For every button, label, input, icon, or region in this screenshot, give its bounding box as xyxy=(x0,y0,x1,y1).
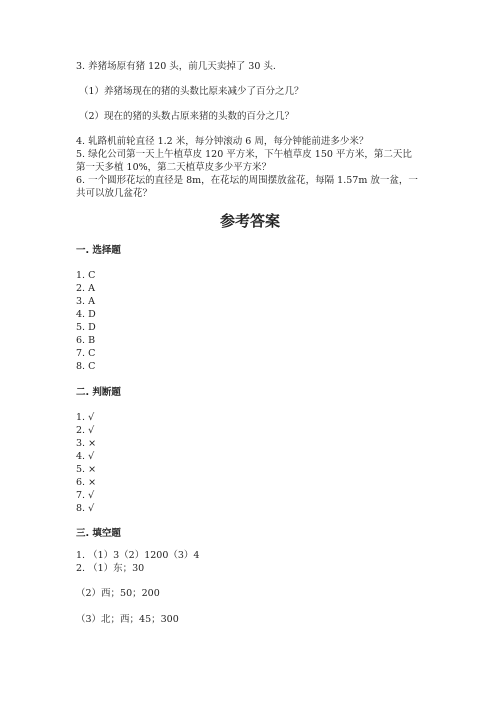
list-item: 1. √ xyxy=(76,412,95,423)
problem-5-line-1: 5. 绿化公司第一天上午植草皮 120 平方米，下午植草皮 150 平方米，第二天比 xyxy=(76,149,412,160)
list-item: 2. √ xyxy=(76,425,95,436)
fill-in-answer-2-part-3: （3）北；西；45；300 xyxy=(76,614,179,625)
list-item: 5. × xyxy=(76,464,97,475)
problem-3-question-1: （1）养猪场现在的猪的头数比原来减少了百分之几？ xyxy=(79,86,304,97)
list-item: 3. A xyxy=(76,296,95,307)
list-item: 1. C xyxy=(76,270,96,281)
list-item: 8. C xyxy=(76,361,96,372)
list-item: 7. √ xyxy=(76,490,95,501)
list-item: 3. × xyxy=(76,438,97,449)
section-heading-multiple-choice: 一. 选择题 xyxy=(76,245,121,256)
list-item: 7. C xyxy=(76,348,96,359)
list-item: 6. × xyxy=(76,477,97,488)
problem-4: 4. 轧路机前轮直径 1.2 米，每分钟滚动 6 周，每分钟能前进多少米？ xyxy=(76,136,369,147)
fill-in-answer-2: 2. （1）东；30 xyxy=(76,563,145,574)
answers-title: 参考答案 xyxy=(219,212,280,230)
list-item: 5. D xyxy=(76,322,96,333)
problem-3-question-2: （2）现在的猪的头数占原来猪的头数的百分之几？ xyxy=(79,111,295,122)
list-item: 6. B xyxy=(76,335,96,346)
problem-5-line-2: 第一天多植 10%，第二天植草皮多少平方米？ xyxy=(76,162,272,173)
problem-3: 3. 养猪场原有猪 120 头，前几天卖掉了 30 头. xyxy=(76,61,276,72)
list-item: 4. √ xyxy=(76,451,95,462)
problem-6-line-2: 共可以放几盆花？ xyxy=(76,188,153,199)
problem-6-line-1: 6. 一个圆形花坛的直径是 8m，在花坛的周围摆放盆花，每隔 1.57m 放一盆，一 xyxy=(76,175,418,186)
section-heading-true-false: 二. 判断题 xyxy=(76,387,121,398)
fill-in-answer-1: 1. （1）3（2）1200（3）4 xyxy=(76,550,200,561)
list-item: 2. A xyxy=(76,283,95,294)
section-heading-fill-in: 三. 填空题 xyxy=(76,528,121,539)
list-item: 4. D xyxy=(76,309,96,320)
fill-in-answer-2-part-2: （2）西；50；200 xyxy=(76,588,160,599)
list-item: 8. √ xyxy=(76,503,95,514)
